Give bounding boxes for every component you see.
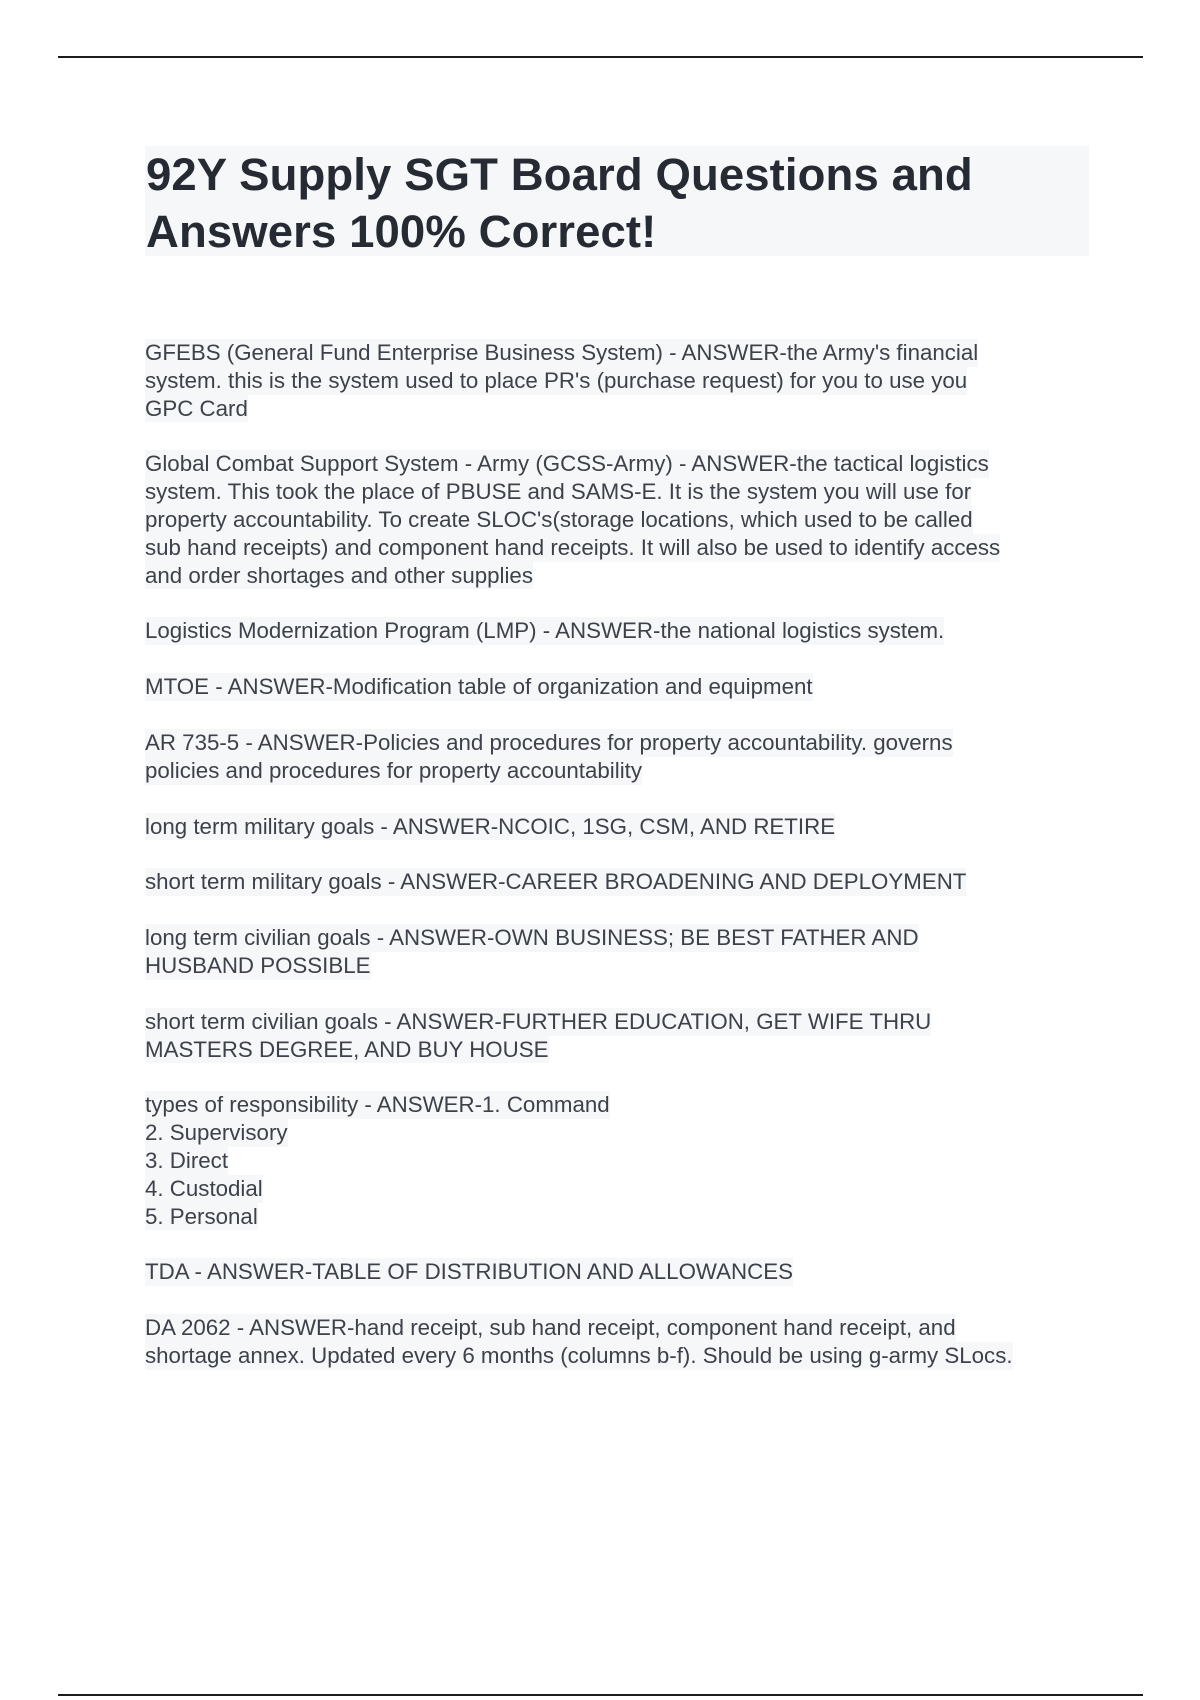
page-title: [145, 146, 1089, 260]
qa-line: MASTERS DEGREE, AND BUY HOUSE: [145, 1036, 549, 1062]
qa-line: shortage annex. Updated every 6 months (columns b-f). Should be using g-army SLocs.: [145, 1342, 1013, 1368]
qa-line: Logistics Modernization Program (LMP) - ANSWER-the national logistics system.: [145, 618, 945, 644]
bottom-divider: [58, 1694, 1143, 1696]
qa-line: GFEBS (General Fund Enterprise Business System) - ANSWER-the Army's financial: [145, 340, 979, 365]
top-divider: [58, 56, 1143, 58]
qa-line: MTOE - ANSWER-Modification table of organization and equipment: [145, 674, 813, 700]
title-block: [145, 146, 1089, 256]
qa-entry-short-term-military-goals: [145, 868, 1095, 896]
qa-line: types of responsibility - ANSWER-1. Command: [145, 1092, 610, 1118]
qa-entry-long-term-civilian-goals: [145, 924, 1095, 980]
qa-entry-ar-735-5: [145, 729, 1095, 785]
qa-entry-short-term-civilian-goals: [145, 1008, 1095, 1064]
qa-entry-lmp: [145, 617, 1095, 645]
qa-line: 3. Direct: [145, 1147, 229, 1173]
title-line: Answers 100% Correct!: [146, 206, 657, 257]
qa-line: and order shortages and other supplies: [145, 562, 533, 588]
qa-line: long term military goals - ANSWER-NCOIC, 1SG, CSM, AND RETIRE: [145, 813, 836, 839]
title-line: 92Y Supply SGT Board Questions and: [146, 149, 973, 200]
qa-line: system. This took the place of PBUSE and SAMS-E. It is the system you will use for: [145, 479, 972, 505]
qa-entry-tda: [145, 1258, 1095, 1286]
qa-line: long term civilian goals - ANSWER-OWN BUSINESS; BE BEST FATHER AND: [145, 925, 919, 951]
qa-line: DA 2062 - ANSWER-hand receipt, sub hand receipt, component hand receipt, and: [145, 1315, 956, 1341]
qa-line: sub hand receipts) and component hand receipts. It will also be used to identify access: [145, 534, 1001, 560]
qa-entry-gcss-army: [145, 450, 1095, 589]
qa-line: policies and procedures for property accountability: [145, 757, 642, 783]
qa-entry-da-2062: [145, 1314, 1095, 1370]
qa-entry-gfebs: [145, 339, 1095, 422]
qa-line: GPC Card: [145, 395, 248, 421]
qa-entry-mtoe: [145, 673, 1095, 701]
qa-line: HUSBAND POSSIBLE: [145, 952, 371, 978]
qa-entry-types-of-responsibility: [145, 1091, 1095, 1230]
qa-line: property accountability. To create SLOC's(storage locations, which used to be called: [145, 506, 973, 532]
qa-line: 4. Custodial: [145, 1175, 263, 1201]
qa-line: 5. Personal: [145, 1203, 258, 1229]
qa-list: [145, 339, 1095, 1398]
qa-line: short term military goals - ANSWER-CAREER BROADENING AND DEPLOYMENT: [145, 869, 967, 895]
qa-line: TDA - ANSWER-TABLE OF DISTRIBUTION AND ALLOWANCES: [145, 1259, 793, 1285]
qa-line: short term civilian goals - ANSWER-FURTHER EDUCATION, GET WIFE THRU: [145, 1008, 932, 1034]
qa-line: system. this is the system used to place PR's (purchase request) for you to use you: [145, 367, 968, 393]
qa-line: AR 735-5 - ANSWER-Policies and procedures for property accountability. governs: [145, 729, 953, 755]
qa-line: Global Combat Support System - Army (GCSS-Army) - ANSWER-the tactical logistics: [145, 451, 989, 477]
qa-entry-long-term-military-goals: [145, 813, 1095, 841]
qa-line: 2. Supervisory: [145, 1120, 288, 1146]
